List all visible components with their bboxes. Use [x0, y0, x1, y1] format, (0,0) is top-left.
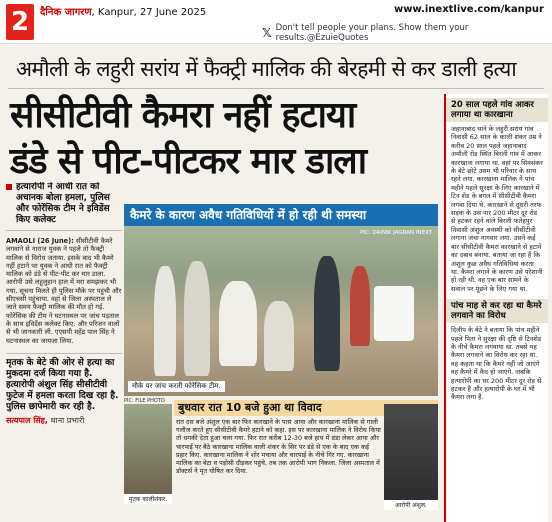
photo-figure	[154, 266, 176, 376]
photo-figure	[264, 301, 294, 371]
city-date: , Kanpur, 27 June 2025	[91, 7, 207, 18]
brand-name: दैनिक जागरण	[40, 7, 92, 18]
sidebar	[444, 94, 548, 522]
newspaper-brand	[40, 4, 206, 18]
main-photo	[124, 226, 438, 396]
photo-figure	[184, 261, 210, 376]
sidebar-head-2: पांच माह से कर रहा था कैमरे लगवाने का विरोध	[446, 299, 548, 323]
file-photo-credit: PIC: FILE PHOTO	[124, 398, 165, 404]
sidebar-body-2: दिलीप के बेटे ने बताया कि पांच महीने पहले पिता ने सुरक्षा की दृष्टि से टिनशेड के नीचे कैमरा लगवाया था. तबसे यह कैमरा लगवाने का विरोध कर रहा था. वह कहता था कि कैमरे नहीं जो आएंगे वह कैमरे में कैद हो जाएंगे. जबकि हत्यारोपी का घर 200 मीटर दूर रोड से हटकर है और हत्यारोपी के घर में भी कैमरा लगा है.	[451, 326, 542, 402]
byline-name: सत्यपाल सिंह,	[6, 415, 48, 425]
story-text: सीसीटीवी कैमरे लगवाने से नाराज युवक ने पहले तो फैक्ट्री मालिक से विरोध जताया. इसके बाद भी कैमरे नहीं हटाने पर युवक ने आधी रात को फैक्ट्री मालिक को डंडे से पीट-पीट कर मार डाला. आरोपी उसे लहूलुहान हाल में मरा समझकर भी गया. सूचना मिलते ही पुलिस मौके पर पहुंची और सीएचसी पहुंचाया. वहां से जिला अस्पताल ले जाते समय फैक्ट्री मालिक की मौत हो गई. फोरेंसिक की टीम ने घटनास्थल पर जांच पड़ताल के साथ इविडेंस कलेक्ट किए. और परिजन वालों से भी जानकारी ली. एएसपी महेंद्र पाल सिंह ने घटनास्थल का जायजा लिया.	[6, 237, 122, 345]
photo-caption: मौके पर जांच करती फोरेंसिक टीम.	[128, 381, 225, 392]
headline-line-2: डंडे से पीट-पीटकर मार डाला	[10, 140, 367, 182]
page-number: 2	[6, 4, 34, 40]
sidebar-head-1: 20 साल पहले गांव आकर लगाया था कारखाना	[446, 98, 548, 122]
pull-quote: मृतक के बेटे की ओर से हत्या का मुकदमा दर्ज किया गया है. हत्यारोपी अंशुल सिंह सीसीटीवी फुटेज में हमला करता दिख रहा है. पुलिस छापेमारी कर रही है.	[6, 353, 122, 413]
photo-figure	[219, 281, 257, 366]
white-chair	[374, 286, 414, 341]
sub-headline: हत्यारोपी ने आधी रात को अचानक बोला हमला, पुलिस और फोरेंसिक टीम ने इविडेंस किए कलेक्ट	[6, 182, 122, 231]
kicker-headline: अमौली के लहुरी सरांय में फैक्ट्री मालिक की बेरहमी से कर डाली हत्या	[16, 57, 517, 81]
bottom-story-text: रात दस बजे अंशुल एक बार फिर कारखाने के पास आया और कारखाना मालिक से गाली गलौज करते हुए सीसीटीवी कैमरे हटाने को कहा. इस पर कारखाना मालिक ने विरोध किया तो धमकी देता हुआ चला गया. फिर रात करीब 12-30 बजे हाथ में डंडा लेकर आया और चारपाई पर बैठे कारखाना मालिक वाली शंकर के सिर पर डंडे से एक के बाद एक कई प्रहार किए. कारखाना मालिक ने शोर मचाया और चारपाई के नीचे गिर गए. कारखाना मालिक का बेटा व पड़ोसी दौड़कर पहुंचे, तब तक आरोपी भाग निकला. जिला अस्पताल में डॉक्टर्स ने मृत घोषित कर दिया.	[176, 418, 381, 476]
photo-credit: PIC: DAINIK JAGRAN INEXT	[360, 230, 432, 236]
divider	[8, 88, 544, 89]
x-promo-bar	[262, 24, 548, 42]
headline-line-1: सीसीटीवी कैमरा नहीं हटाया	[10, 94, 356, 136]
byline	[6, 417, 122, 425]
site-url[interactable]: www.inextlive.com/kanpur	[394, 4, 544, 15]
photo-figure	[350, 266, 370, 346]
victim-caption: मृतक कालीशंकर.	[124, 494, 172, 504]
x-logo-icon: 𝕏	[262, 26, 272, 40]
left-column	[6, 182, 122, 522]
sidebar-body-1: जहानाबाद थाने के लहुरी सराय गांव निवासी 62 साल के काली शंकर उम्र ने करीब 20 साल पहले जहानाबाद अमौली रोड स्थित बिरली गांव में आकर कारखाना लगाया था. वहां पर सिवसंकर के बेटे छोटे उसम भी परिवार के साथ रहने लगा. कारखाना मालिक ने पांच महीने पहले सुरक्षा के लिए कारखाने में टिन शेड के बगल में सीसीटीवी कैमरा लगवा दिया थे. कारखाने से दूसरी तरफ सड़क के उस पार 200 मीटर दूर रोड से हटकर रहने वाले बिरली फतेहपुर निवासी अंशुल अवस्थी को सीसीटीवी लगाना जंचा नागवार लगा. उसने कई बार सीसीटीवी कैमरा कारखाने से हटाने का दबाव बनाया. बताया जा रहा है कि अंशुल कुछ अवैध गतिविधियां करता था. कैमरा लगाने के कारण उसे परेशानी हो रही थी. वह एक बार सामने के सवाल पर पूछने के लिए गया था.	[451, 125, 543, 293]
accused-photo	[384, 404, 438, 510]
victim-photo	[124, 404, 172, 504]
accused-caption: आरोपी अंशुल.	[384, 500, 438, 510]
byline-role: थाना प्रभारी	[47, 415, 85, 425]
story-body	[6, 237, 122, 345]
main-headline	[10, 92, 438, 184]
photo-headline-strip: कैमरे के कारण अवैध गतिविधियों में हो रही थी समस्या	[124, 204, 438, 226]
x-promo-text: Don't tell people your plans. Show them your results.@EzuieQuotes	[275, 23, 469, 43]
photo-figure	[314, 256, 340, 371]
dateline: AMAOLI (26 June):	[6, 237, 74, 245]
bottom-headline-strip: बुधवार रात 10 बजे हुआ था विवाद	[174, 400, 438, 416]
